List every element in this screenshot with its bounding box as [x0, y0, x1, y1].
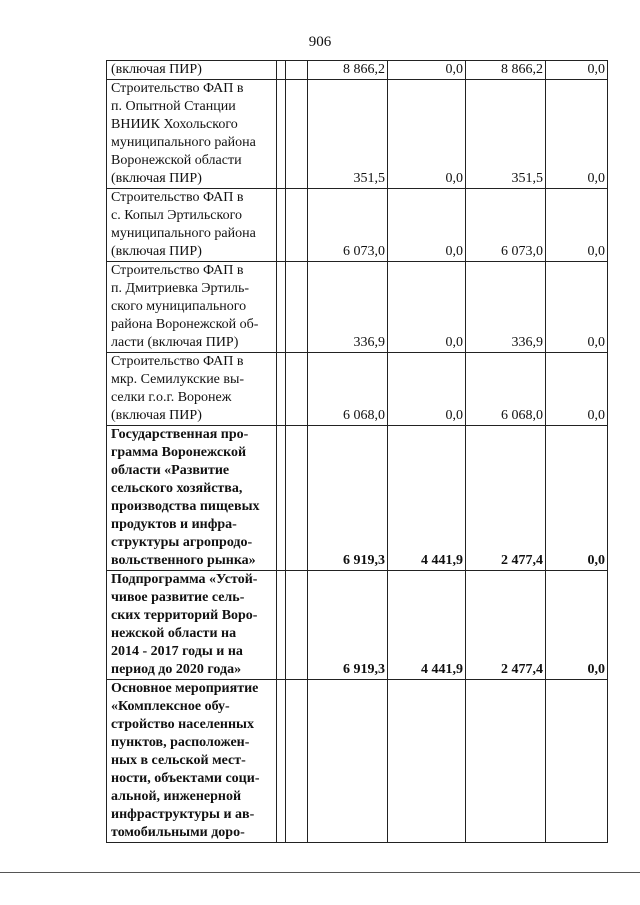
row-name-line: 2014 - 2017 годы и на — [111, 644, 243, 659]
spacer-cell-a — [277, 61, 286, 80]
value-cell: 0,0 — [388, 262, 466, 353]
row-name-line: «Комплексное обу- — [111, 699, 230, 714]
row-name-cell — [107, 262, 277, 353]
row-name-line: ности, объектами соци- — [111, 771, 260, 786]
row-name-cell — [107, 80, 277, 189]
row-name-line: стройство населенных — [111, 717, 254, 732]
value-cell: 6 068,0 — [308, 353, 388, 426]
spacer-cell-b — [286, 571, 308, 680]
spacer-cell-a — [277, 680, 286, 843]
value-cell — [546, 680, 608, 843]
row-name-cell — [107, 571, 277, 680]
value-cell: 0,0 — [388, 353, 466, 426]
row-name-line: мкр. Семилукские вы- — [111, 372, 245, 387]
spacer-cell-b — [286, 262, 308, 353]
row-name-line: производства пищевых — [111, 499, 260, 514]
row-name-line: муниципального района — [111, 226, 256, 241]
table-row — [107, 571, 608, 680]
table-row — [107, 426, 608, 571]
row-name-line: нежской области на — [111, 626, 237, 641]
spacer-cell-a — [277, 262, 286, 353]
spacer-cell-b — [286, 680, 308, 843]
value-cell: 0,0 — [546, 189, 608, 262]
row-name-line: п. Опытной Станции — [111, 99, 236, 114]
value-cell: 351,5 — [308, 80, 388, 189]
value-cell: 0,0 — [388, 80, 466, 189]
row-name-line: чивое развитие сель- — [111, 590, 245, 605]
row-name-line: селки г.о.г. Воронеж — [111, 390, 232, 405]
spacer-cell-a — [277, 80, 286, 189]
spacer-cell-a — [277, 571, 286, 680]
row-name-cell — [107, 61, 277, 80]
spacer-cell-b — [286, 189, 308, 262]
row-name-line: ского муниципального — [111, 299, 247, 314]
value-cell: 2 477,4 — [466, 571, 546, 680]
spacer-cell-b — [286, 61, 308, 80]
value-cell: 6 919,3 — [308, 426, 388, 571]
value-cell: 0,0 — [546, 426, 608, 571]
table-row — [107, 189, 608, 262]
row-name-line: Строительство ФАП в — [111, 354, 244, 369]
table-row — [107, 61, 608, 80]
value-cell: 4 441,9 — [388, 426, 466, 571]
row-name-line: томобильными доро- — [111, 825, 245, 840]
spacer-cell-b — [286, 426, 308, 571]
value-cell: 0,0 — [388, 189, 466, 262]
value-cell: 6 073,0 — [466, 189, 546, 262]
value-cell: 6 073,0 — [308, 189, 388, 262]
spacer-cell-a — [277, 353, 286, 426]
value-cell: 0,0 — [546, 571, 608, 680]
row-name-line: ласти (включая ПИР) — [111, 335, 239, 350]
row-name-cell — [107, 426, 277, 571]
table-row — [107, 262, 608, 353]
table-row — [107, 353, 608, 426]
value-cell — [388, 680, 466, 843]
budget-table — [106, 60, 608, 843]
table-row — [107, 680, 608, 843]
value-cell: 0,0 — [388, 61, 466, 80]
spacer-cell-a — [277, 426, 286, 571]
value-cell — [308, 680, 388, 843]
row-name-line: пунктов, расположен- — [111, 735, 250, 750]
value-cell: 6 919,3 — [308, 571, 388, 680]
bottom-rule — [0, 872, 640, 873]
row-name-line: Подпрограмма «Устой- — [111, 572, 258, 587]
row-name-line: Основное мероприятие — [111, 681, 259, 696]
value-cell: 4 441,9 — [388, 571, 466, 680]
value-cell: 336,9 — [308, 262, 388, 353]
row-name-line: (включая ПИР) — [111, 171, 202, 186]
row-name-line: с. Копыл Эртильского — [111, 208, 242, 223]
row-name-line: области «Развитие — [111, 463, 230, 478]
row-name-line: (включая ПИР) — [111, 244, 202, 259]
row-name-line: ных в сельской мест- — [111, 753, 246, 768]
row-name-line: (включая ПИР) — [111, 408, 202, 423]
table-body — [107, 61, 608, 843]
value-cell: 0,0 — [546, 353, 608, 426]
value-cell: 0,0 — [546, 262, 608, 353]
value-cell — [466, 680, 546, 843]
row-name-cell — [107, 189, 277, 262]
value-cell: 0,0 — [546, 61, 608, 80]
row-name-line: Воронежской области — [111, 153, 242, 168]
row-name-line: Государственная про- — [111, 427, 249, 442]
spacer-cell-b — [286, 353, 308, 426]
spacer-cell-a — [277, 189, 286, 262]
row-name-cell — [107, 353, 277, 426]
row-name-line: ских территорий Воро- — [111, 608, 258, 623]
row-name-line: инфраструктуры и ав- — [111, 807, 255, 822]
row-name-line: вольственного рынка» — [111, 553, 256, 568]
table-row — [107, 80, 608, 189]
row-name-cell — [107, 680, 277, 843]
value-cell: 336,9 — [466, 262, 546, 353]
row-name-line: района Воронежской об- — [111, 317, 259, 332]
row-name-line: п. Дмитриевка Эртиль- — [111, 281, 250, 296]
row-name-line: альной, инженерной — [111, 789, 242, 804]
row-name-line: Строительство ФАП в — [111, 190, 244, 205]
row-name-line: Строительство ФАП в — [111, 81, 244, 96]
row-name-line: грамма Воронежской — [111, 445, 247, 460]
row-name-line: (включая ПИР) — [111, 62, 202, 77]
value-cell: 2 477,4 — [466, 426, 546, 571]
row-name-line: муниципального района — [111, 135, 256, 150]
row-name-line: период до 2020 года» — [111, 662, 242, 677]
row-name-line: ВНИИК Хохольского — [111, 117, 238, 132]
value-cell: 6 068,0 — [466, 353, 546, 426]
value-cell: 8 866,2 — [308, 61, 388, 80]
row-name-line: структуры агропродо- — [111, 535, 253, 550]
row-name-line: Строительство ФАП в — [111, 263, 244, 278]
value-cell: 351,5 — [466, 80, 546, 189]
row-name-line: продуктов и инфра- — [111, 517, 237, 532]
value-cell: 0,0 — [546, 80, 608, 189]
spacer-cell-b — [286, 80, 308, 189]
page-number: 906 — [308, 34, 332, 50]
row-name-line: сельского хозяйства, — [111, 481, 243, 496]
value-cell: 8 866,2 — [466, 61, 546, 80]
